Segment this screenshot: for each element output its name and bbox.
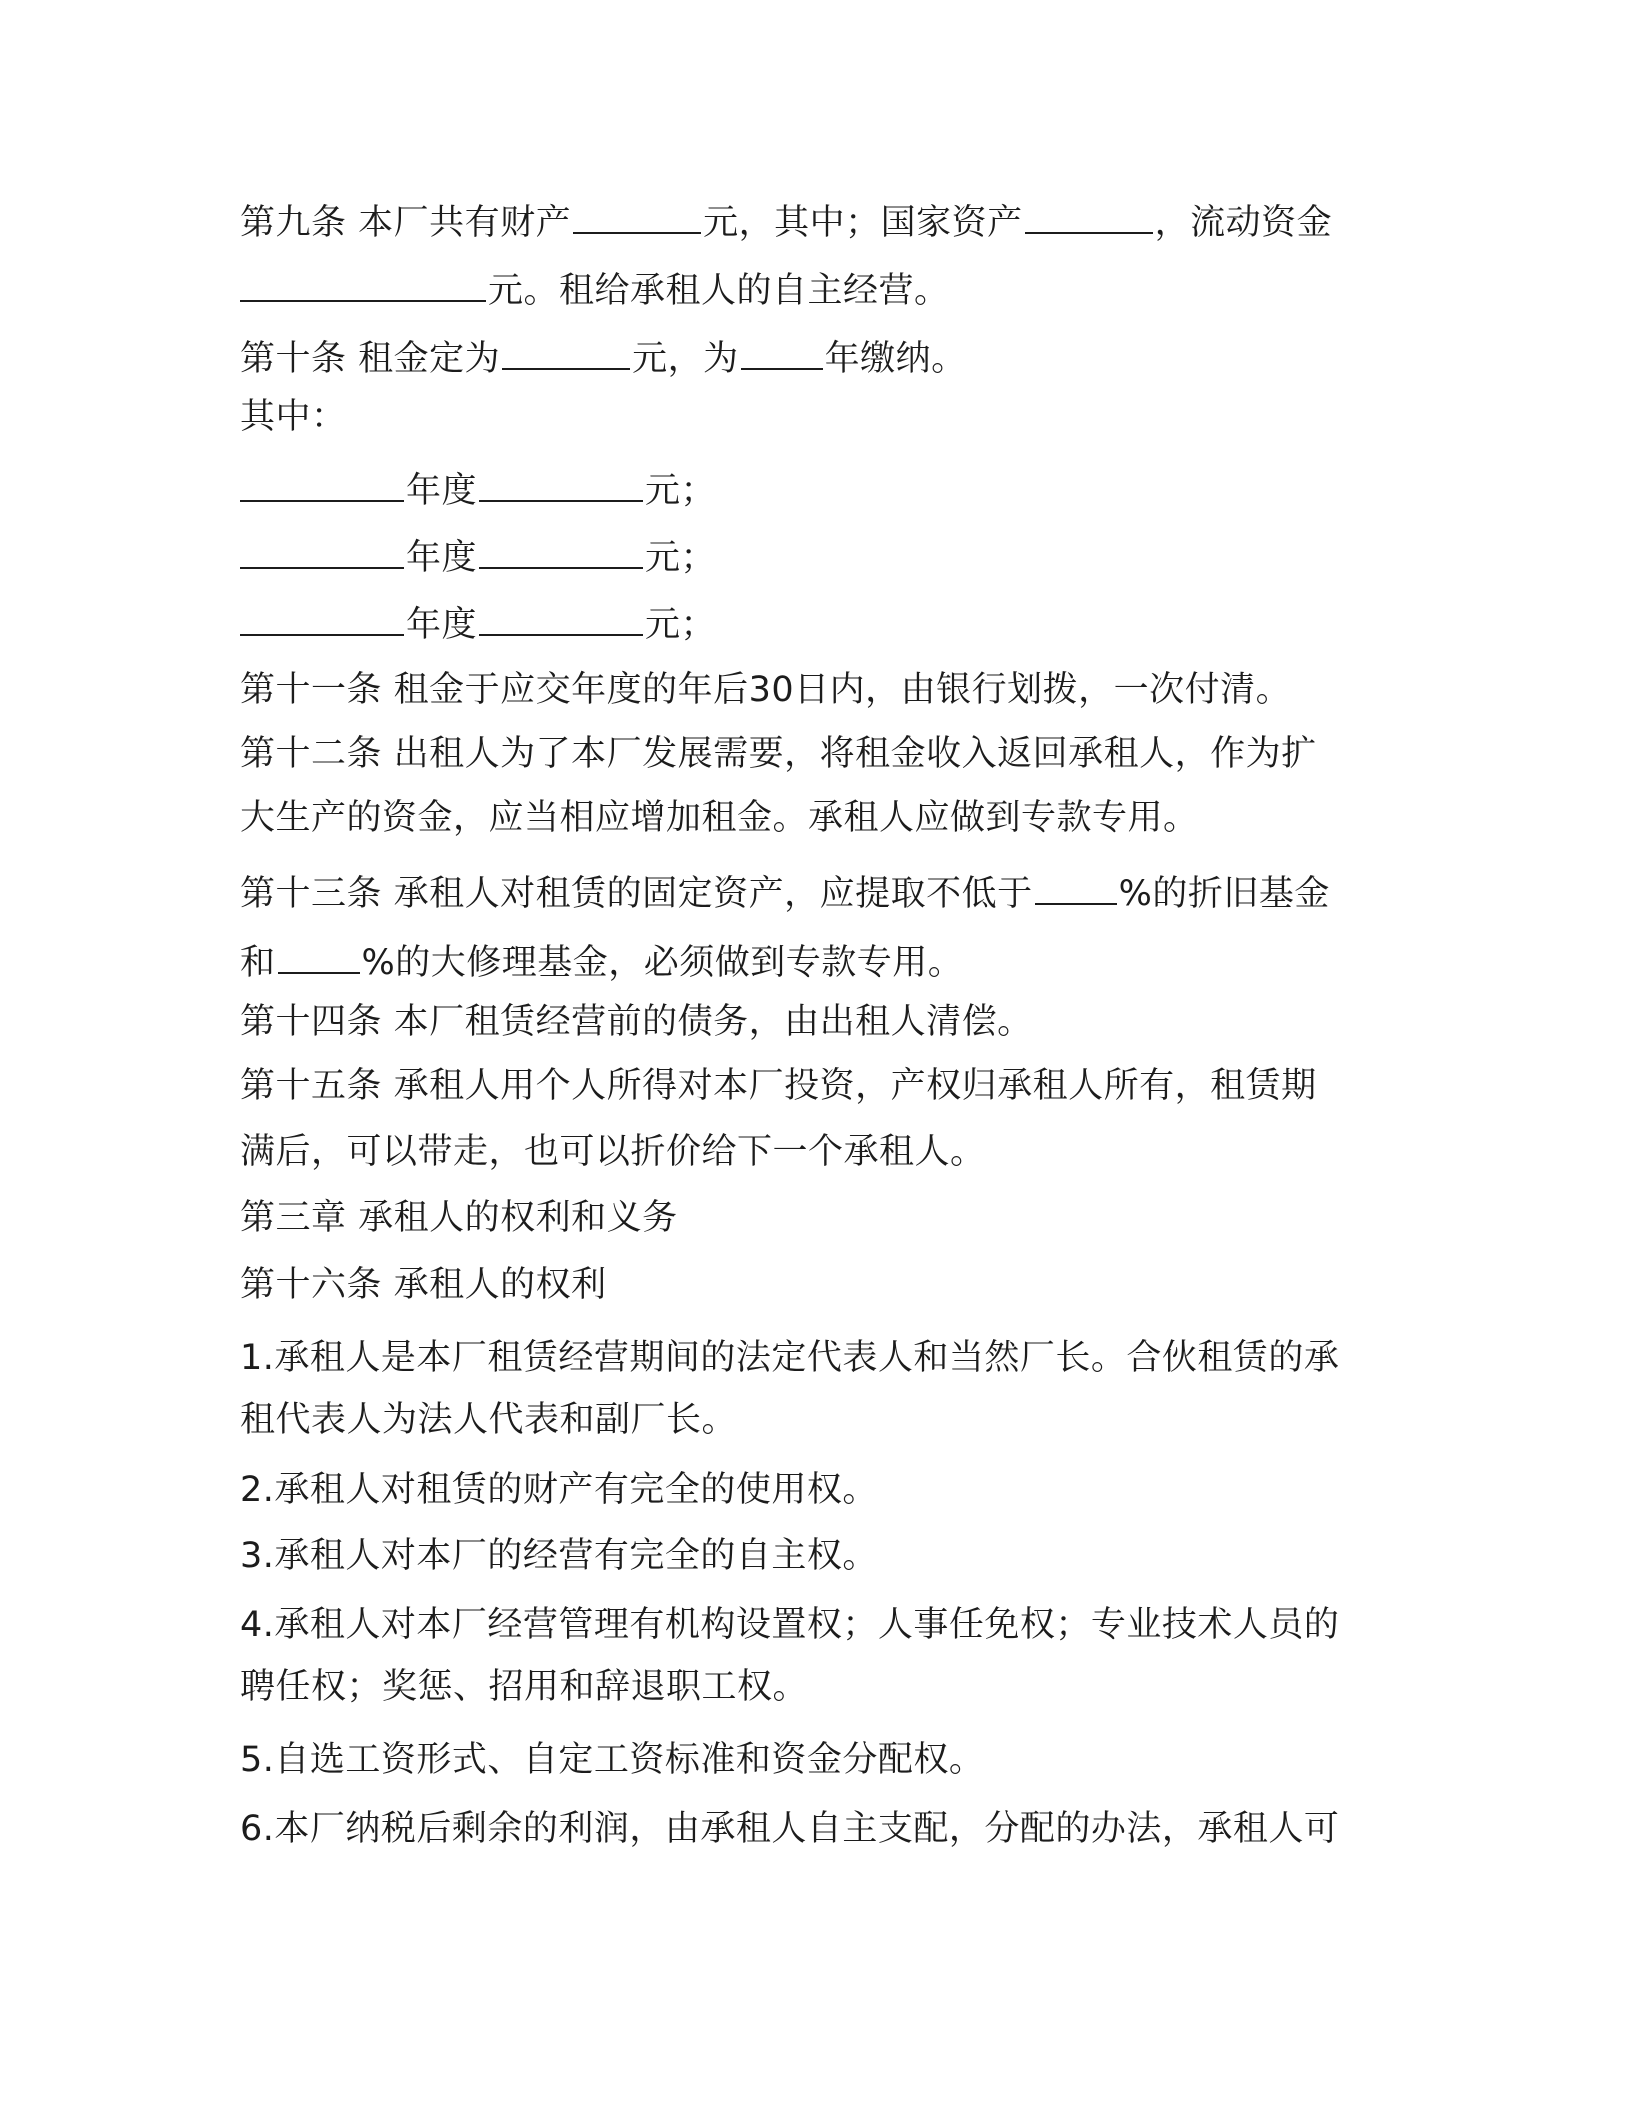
- article-11-line: [240, 668, 1291, 712]
- text-segment: 4.承租人对本厂经营管理有机构设置权；人事任免权；专业技术人员的: [240, 1605, 1340, 1645]
- blank-repair-rate: [278, 938, 360, 974]
- article-14-line: [240, 1000, 1033, 1044]
- article-12-line-2: [240, 796, 1199, 840]
- text-segment: 1.承租人是本厂租赁经营期间的法定代表人和当然厂长。合伙租赁的承: [240, 1338, 1340, 1378]
- text-segment: 其中：: [240, 397, 347, 437]
- yearly-rent-line-3: [240, 600, 716, 647]
- blank-amount: [479, 600, 643, 636]
- text-segment: 元；: [645, 605, 717, 645]
- text-segment: 租代表人为法人代表和副厂长。: [240, 1400, 738, 1440]
- right-4-line-2: [240, 1665, 808, 1709]
- text-segment: %的折旧基金: [1118, 874, 1330, 914]
- text-segment: 第十一条 租金于应交年度的年后30日内，由银行划拨，一次付清。: [240, 670, 1292, 710]
- text-segment: 元，其中；国家资产: [703, 203, 1023, 243]
- text-segment: 第十条 租金定为: [240, 339, 501, 379]
- text-segment: 第三章 承租人的权利和义务: [240, 1198, 678, 1238]
- text-segment: 2.承租人对租赁的财产有完全的使用权。: [240, 1470, 878, 1510]
- blank-working-capital: [240, 266, 486, 302]
- text-segment: 满后，可以带走，也可以折价给下一个承租人。: [240, 1132, 986, 1172]
- text-segment: ，流动资金: [1154, 203, 1333, 243]
- text-segment: 聘任权；奖惩、招用和辞退职工权。: [240, 1667, 809, 1707]
- right-6-line-1: [240, 1807, 1339, 1851]
- text-segment: 5.自选工资形式、自定工资标准和资金分配权。: [240, 1740, 985, 1780]
- chapter-3-heading: [240, 1196, 678, 1240]
- right-4-line-1: [240, 1603, 1339, 1647]
- blank-amount: [479, 466, 643, 502]
- blank-rent-amount: [502, 334, 630, 370]
- blank-year: [240, 600, 404, 636]
- text-segment: 年度: [406, 605, 478, 645]
- blank-year: [240, 466, 404, 502]
- article-13-line-1: [240, 869, 1330, 916]
- article-15-line-2: [240, 1130, 986, 1174]
- text-segment: 元，为: [632, 339, 739, 379]
- text-segment: 第十三条 承租人对租赁的固定资产，应提取不低于: [240, 874, 1033, 914]
- among-them-label: [240, 395, 347, 439]
- text-segment: 第十二条 出租人为了本厂发展需要，将租金收入返回承租人，作为扩: [240, 734, 1317, 774]
- text-segment: 年缴纳。: [824, 339, 967, 379]
- text-segment: 第十六条 承租人的权利: [240, 1265, 607, 1305]
- text-segment: 年度: [406, 471, 478, 511]
- article-12-line-1: [240, 732, 1317, 776]
- text-segment: 和: [240, 943, 276, 983]
- right-3-line: [240, 1534, 878, 1578]
- article-15-line-1: [240, 1064, 1317, 1108]
- right-1-line-2: [240, 1398, 737, 1442]
- text-segment: 第十四条 本厂租赁经营前的债务，由出租人清偿。: [240, 1002, 1033, 1042]
- text-segment: 元。租给承租人的自主经营。: [488, 271, 950, 311]
- yearly-rent-line-2: [240, 533, 716, 580]
- blank-depreciation-rate: [1035, 869, 1117, 905]
- article-10-line: [240, 334, 967, 381]
- text-segment: 第十五条 承租人用个人所得对本厂投资，产权归承租人所有，租赁期: [240, 1066, 1317, 1106]
- article-13-line-2: [240, 938, 963, 985]
- blank-state-assets: [1025, 198, 1153, 234]
- blank-rent-years: [741, 334, 823, 370]
- text-segment: 第九条 本厂共有财产: [240, 203, 572, 243]
- right-5-line: [240, 1738, 984, 1782]
- blank-year: [240, 533, 404, 569]
- right-2-line: [240, 1468, 878, 1512]
- article-16-heading: [240, 1263, 607, 1307]
- article-9-line-1: [240, 198, 1332, 245]
- text-segment: 元；: [645, 538, 717, 578]
- text-segment: 年度: [406, 538, 478, 578]
- blank-total-assets: [573, 198, 701, 234]
- text-segment: 6.本厂纳税后剩余的利润，由承租人自主支配，分配的办法，承租人可: [240, 1809, 1340, 1849]
- text-segment: 大生产的资金，应当相应增加租金。承租人应做到专款专用。: [240, 798, 1199, 838]
- text-segment: 3.承租人对本厂的经营有完全的自主权。: [240, 1536, 878, 1576]
- right-1-line-1: [240, 1336, 1339, 1380]
- yearly-rent-line-1: [240, 466, 716, 513]
- article-9-line-2: [240, 266, 950, 313]
- blank-amount: [479, 533, 643, 569]
- text-segment: %的大修理基金，必须做到专款专用。: [361, 943, 964, 983]
- text-segment: 元；: [645, 471, 717, 511]
